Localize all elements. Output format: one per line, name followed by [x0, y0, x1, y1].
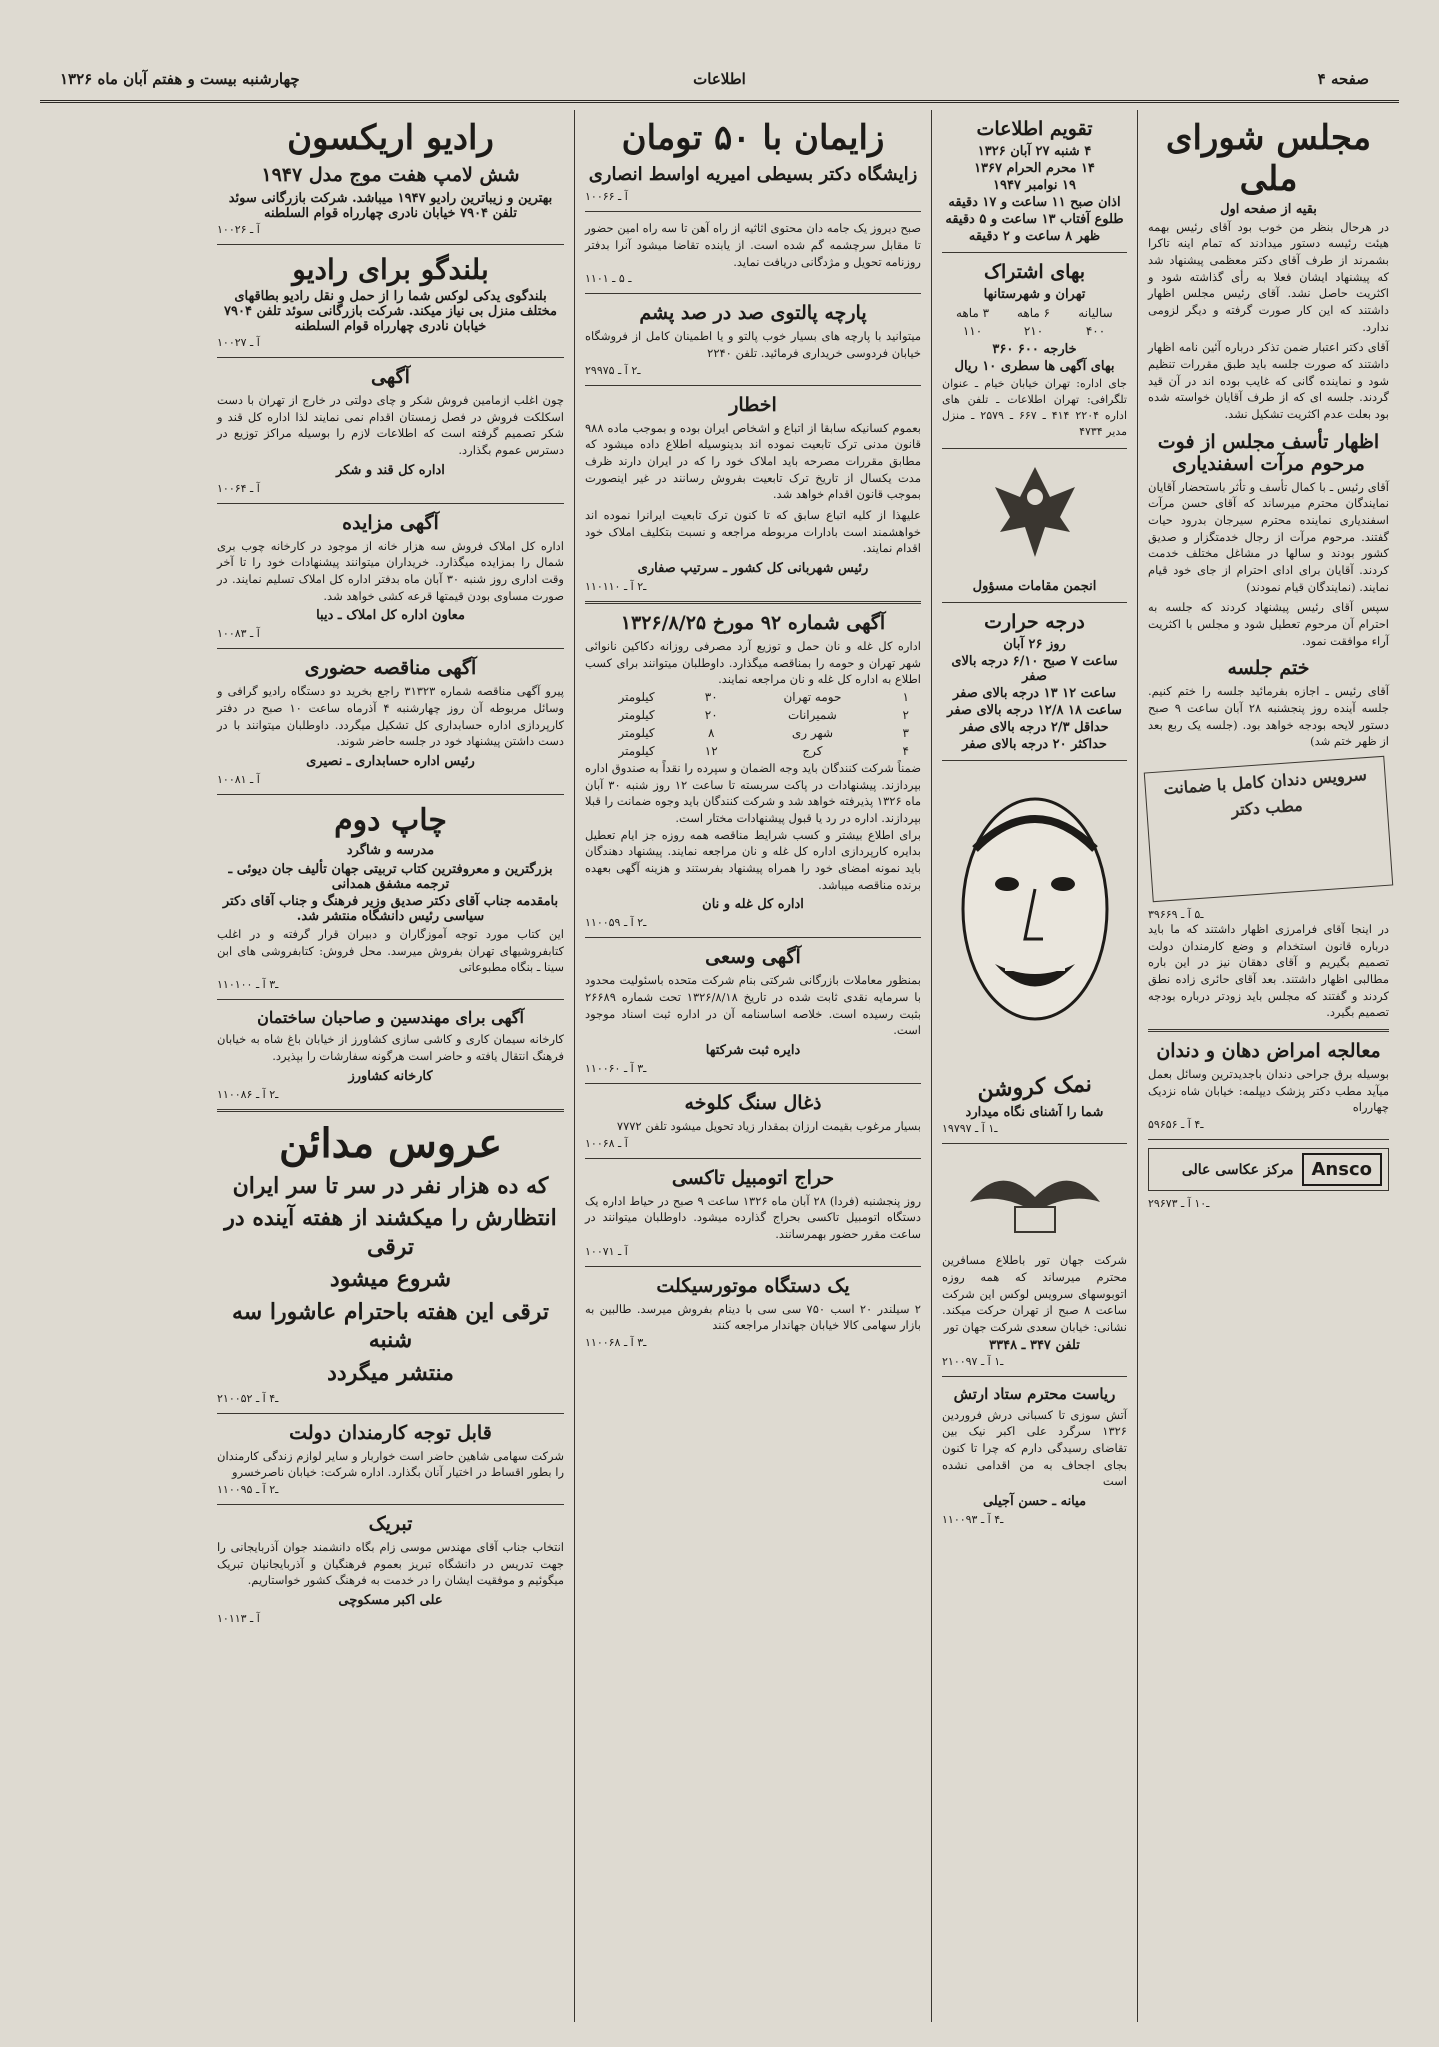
bride-line: شروع میشود	[329, 1266, 452, 1293]
majlis-continued	[1148, 921, 1389, 1021]
notice-paragraph: علیهذا از کلیه اتباع سابق که تا کنون ترک تابعیت ایرانرا نموده اند خواهشمند است بادارات مربوطه مراجعه و نسبت بتکلیف املاک خود اقدام نمایند.	[585, 507, 921, 556]
divider	[1148, 1139, 1389, 1140]
subscription-value-cell: ۱۱۰	[962, 324, 983, 338]
divider	[217, 794, 564, 795]
dental-heading: معالجه امراض دهان و دندان	[1156, 1040, 1381, 1063]
army-signature: میانه ـ حسن آجیلی	[982, 1494, 1087, 1510]
sugar-notice-signature: اداره کل قند و شکر	[336, 462, 445, 478]
divider	[217, 357, 564, 358]
tender-table-cell: ۸	[707, 725, 715, 740]
dental-text: بوسیله برق جراحی دندان باجدیدترین وسائل بعمل میآید مطب دکتر پزشک دیپلمه: خیابان شاه نزدیک چهارراه	[1148, 1067, 1389, 1115]
notice-body	[585, 420, 921, 557]
tender-table-row	[585, 706, 921, 724]
tender-signature: اداره کل غله و نان	[702, 897, 804, 913]
motorcycle-reference: ۱ـ۳ آ ـ ۱۰۰۶۸	[585, 1336, 647, 1350]
bride-line: ترقی این هفته باحترام عاشورا سه شنبه	[231, 1298, 550, 1354]
registration-text: بمنظور معاملات بازرگانی شرکتی بنام شرکت متحده باسئولیت محدود با سرمایه نقدی ثابت شده در تاریخ ۱۳۲۶/۸/۱۸ تحت شماره ۲۶۶۸۹ بثبت رسیده است. خلاصه اساسنامه آن در اداره ثبت اسناد موجود است.	[585, 973, 922, 1038]
tender-table-cell: ۱۲	[704, 743, 718, 758]
handwritten-ad-text: سرویس دندان کامل با ضمانت مطب دکتر	[1162, 765, 1368, 820]
publication-name: اطلاعات	[693, 70, 746, 88]
bride-title: عروس مدائن	[278, 1119, 503, 1167]
column-info	[931, 110, 1137, 2022]
registration-title: آگهی وسعی	[705, 946, 801, 969]
temperature-row: ساعت ۷ صبح ۶/۱۰ درجه بالای صفر	[951, 653, 1118, 684]
tender-table-cell: کیلومتر	[618, 689, 655, 704]
taxi-auction-title: حراج اتومبیل تاکسی	[671, 1166, 835, 1189]
tender-table	[585, 688, 921, 760]
tender-text-3: برای اطلاع بیشتر و کسب شرایط مناقصه همه روزه جز ایام تعطیل بدایره کارپردازی اداره کل غله و نان مراجعه نمایند. پیشنهاد دهندگان باید نمونه امضای خود را همراه پیشنهاد بفرستند و هزینه آگهی بعهده برنده مناقصه میباشد.	[585, 827, 921, 892]
speaker-title: بلندگو برای رادیو	[292, 253, 489, 287]
majlis-paragraph: آقای دکتر اعتبار ضمن تذکر درباره آئین نامه اظهار داشتند که صورت جلسه باید طبق مقررات تنظیم شود و نماینده گانی که غایب بوده اند در آن قید گردند. جلسه ای که از طرف آقایان خواسته شده بود بعلت عدم اکثریت تشکیل نشد.	[1148, 340, 1389, 421]
ad-price: بهای آگهی ها سطری ۱۰ ریال	[954, 359, 1115, 374]
radio-text: بهترین و زیباترین رادیو ۱۹۴۷ میباشد. شرکت بازرگانی سوئد تلفن ۷۹۰۴ خیابان نادری چهارراه قوام السلطنه	[228, 191, 553, 222]
divider	[217, 503, 564, 504]
army-reference: ۱ـ۴ آ ـ ۱۰۰۹۳	[942, 1513, 1004, 1527]
session-end-paragraph: آقای رئیس ـ اجازه بفرمائید جلسه را ختم کنیم. جلسه آینده روز پنجشنبه ۲۸ آبان ساعت ۹ صبح دستور لایحه بودجه خواهد بود. (جلسه یک ربع بعد از ظهر ختم شد)	[1148, 684, 1389, 749]
tender-table-row	[585, 724, 921, 742]
radio-reference: آ ـ ۱۰۰۲۶	[217, 223, 260, 237]
office-address: جای اداره: تهران خیابان خیام ـ عنوان تلگرافی: تهران اطلاعات ـ تلفن های اداره ۲۲۰۴ ۴۱۴ ـ ۶۶۷ ـ ۲۵۷۹ ـ منزل مدیر ۴۷۳۴	[942, 377, 1128, 438]
army-heading: ریاست محترم ستاد ارتش	[953, 1384, 1116, 1403]
temperature-title: درجه حرارت	[984, 610, 1085, 633]
bride-lines	[217, 1172, 564, 1388]
majlis-continued-paragraph: در اینجا آقای فرامرزی اظهار داشتند که ما باید درباره قانون استخدام و وضع کارمندان دولت تصمیم بگیریم و آقای دهقان نیز در این باره مطالبی اظهار داشتند. بعد آقای حائری زاده نطق کردند و گفتند که مجلس باید زودتر درباره بودجه تصمیم بگیرد.	[1148, 922, 1389, 1020]
calendar-row: طلوع آفتاب ۱۳ ساعت و ۵ دقیقه	[945, 212, 1124, 227]
divider	[942, 602, 1127, 603]
book-edition-title: چاپ دوم	[334, 803, 447, 839]
tender2-signature: رئیس اداره حسابداری ـ نصیری	[306, 754, 475, 770]
ansco-logo: Ansco	[1302, 1153, 1383, 1186]
column-ads-left	[207, 110, 574, 2022]
toothpaste-slogan: شما را آشنای نگاه میدارد	[965, 1105, 1104, 1121]
ansco-ad	[1148, 1148, 1389, 1191]
coat-fabric-reference: ۲ـ۲ آ ـ ۹۹۷۵	[585, 363, 641, 377]
tender-table-cell: ۱	[902, 689, 909, 704]
tender-table-cell: ۲۰	[704, 707, 718, 722]
ad-reference: ۱ـ۱ آ ـ ۹۷۹۷	[942, 1122, 998, 1136]
coal-reference: آ ـ ۱۰۰۶۸	[585, 1136, 628, 1150]
bride-line: که ده هزار نفر در سر تا سر ایران	[232, 1172, 549, 1199]
notice-signature: رئیس شهربانی کل کشور ـ سرتیپ صفاری	[637, 560, 869, 576]
notice-reference: ۱ـ۲ آ ـ ۱۰۱۱۰	[585, 579, 647, 593]
tender2-title: آگهی مناقصه حضوری	[304, 657, 477, 680]
tender2-reference: آ ـ ۱۰۰۸۱	[217, 773, 260, 787]
subscription-header-row	[942, 304, 1127, 322]
session-end-text	[1148, 683, 1389, 750]
divider	[942, 1143, 1127, 1144]
tender-reference: ۱ـ۲ آ ـ ۱۰۰۵۹	[585, 916, 647, 930]
column-majlis	[1137, 110, 1399, 2022]
calendar-row: اذان صبح ۱۱ ساعت و ۱۷ دقیقه	[948, 195, 1121, 210]
divider	[942, 448, 1127, 449]
book-reference: ۱ـ۳ آ ـ ۱۰۱۰۰	[217, 978, 279, 992]
tender-text-2: ضمناً شرکت کنندگان باید وجه الضمان و سپرده را نقداً به صندوق اداره بپردازند. پیشنهادات در پاکت سربسته تا ساعت ۱۲ روز شنبه ۳۰ آبان ماه ۱۳۲۶ پذیرفته خواهد شد و شرکت کنندگان باید وجوه ضمانت را قبلا بپردازند. اداره در رد یا قبول پیشنهادات مختار است.	[585, 760, 922, 825]
book-introduction: بامقدمه جناب آقای دکتر صدیق وزیر فرهنگ و جناب آقای دکتر سیاسی رئیس دانشگاه منتشر شد.	[222, 894, 559, 925]
engineers-title: آگهی برای مهندسین و صاحبان ساختمان	[257, 1008, 524, 1028]
condolence-paragraph: آقای رئیس ـ با کمال تأسف و تأثر باستحضار آقایان نمایندگان محترم میرساند که آقای حسن مرآت اسفندیاری نماینده محترم سیرجان بدرود حیات گفتند. مرحوم مرآت از رجال خدمتگزار و صدیق کشور بودند و سالها در مشاغل مختلف خدمت کردند. آقایان برای ادای احترام از جای خود قیام نمایند. (نمایندگان قیام نمودند)	[1148, 479, 1389, 594]
column-ads-center	[574, 110, 931, 2022]
tender-table-cell: حومه تهران	[783, 689, 842, 704]
issue-date: چهارشنبه بیست و هفتم آبان ماه ۱۳۲۶	[60, 70, 300, 88]
divider	[217, 1413, 564, 1414]
auction-title: آگهی مزایده	[342, 511, 439, 534]
coal-text: بسیار مرغوب بقیمت ارزان بمقدار زیاد تحویل میشود تلفن ۷۷۷۲	[616, 1119, 921, 1133]
eagle-logo-icon	[960, 1152, 1110, 1252]
bride-reference: ۲ـ۴ آ ـ ۱۰۰۵۲	[217, 1391, 279, 1405]
motorcycle-text: ۲ سیلندر ۲۰ اسب ۷۵۰ سی سی با دینام بفروش میرسد. طالبین به بازار سهامی کالا خیابان جهاندار مراجعه کنند	[585, 1301, 921, 1333]
divider	[585, 385, 921, 386]
tender-table-cell: کیلومتر	[618, 707, 655, 722]
auction-signature: معاون اداره کل املاک ـ دیبا	[316, 608, 465, 624]
divider	[217, 999, 564, 1000]
radio-title: رادیو اریکسون	[287, 118, 494, 158]
engineers-signature: کارخانه کشاورز	[348, 1068, 433, 1084]
temperature-row: حداکثر ۲۰ درجه بالای صفر	[962, 736, 1107, 752]
ansco-text: مرکز عکاسی عالی	[1181, 1161, 1294, 1178]
temperature-rows	[942, 654, 1127, 752]
subscription-foreign: خارجه ۶۰۰ ۳۶۰	[992, 342, 1077, 357]
divider	[217, 1504, 564, 1505]
bride-line: منتشر میگردد	[327, 1360, 454, 1387]
temperature-row: ساعت ۱۲ ۱۳ درجه بالای صفر	[953, 685, 1116, 701]
toothpaste-brand: نمک کروشن	[976, 1070, 1093, 1103]
staff-title: قابل توجه کارمندان دولت	[289, 1421, 492, 1444]
majlis-subtitle: بقیه از صفحه اول	[1220, 201, 1317, 217]
divider	[585, 293, 921, 294]
tender-table-cell: شهر ری	[791, 725, 834, 740]
subscription-table	[942, 304, 1127, 340]
majlis-paragraph: در هرحال بنظر من خوب بود آقای رئیس بهمه هیئت رئیسه دستور میدادند که تمام اینه تاکرا بشمرند از طرف آقای دکتر معظمی پیشنهاد شد که پیشنهاد ایشان فعلا به رأی گذاشته شود و اکثریت حاصل نشد. آقای رئیس مجلس اظهار داشتند که این کار صورت گرفته و دیگر لزومی ندارد.	[1148, 219, 1389, 334]
calendar-title: تقویم اطلاعات	[976, 118, 1093, 140]
temperature-row: ساعت ۱۸ ۱۲/۸ درجه بالای صفر	[947, 702, 1122, 718]
divider	[585, 601, 921, 604]
divider	[217, 244, 564, 245]
subscription-header-cell: سالیانه	[1078, 306, 1113, 320]
bride-ad	[217, 1120, 564, 1405]
auction-reference: آ ـ ۱۰۰۸۳	[217, 627, 260, 641]
coat-fabric-text: میتوانید با پارچه های بسیار خوب پالتو و یا اطمینان کامل از فروشگاه خیابان فردوسی خریداری فرمائید. تلفن ۲۲۴۰	[585, 329, 921, 360]
speaker-text: بلندگوی یدکی لوکس شما را از حمل و نقل رادیو بطاقهای مختلف منزل بی نیاز میکند. شرکت بازرگانی سوئد تلفن ۷۹۰۴ خیابان نادری چهارراه قوام السلطنه	[224, 289, 557, 335]
auction-text: اداره کل املاک فروش سه هزار خانه از موجود در کارخانه چوب بری شمال را بمزایده میگذارد. خریداران میتوانند پیشنهادات خود را تا آخر وقت اداری روز شنبه ۳۰ آبان ماه بدفتر اداره کل املاک تسلیم نمایند. در صورت مساوی بودن قیمتها قرعه کشی خواهد شد.	[217, 538, 564, 603]
book-text: این کتاب مورد توجه آموزگاران و دبیران قرار گرفته و در اغلب کتابفروشیهای تهران بفروش میرسد. محل فروش: کتابفروشی های ابن سینا ـ بنگاه مطبوعاتی	[217, 927, 564, 975]
congratulations-text: انتخاب جناب آقای مهندس موسی زام بگاه دانشمند جوان آذربایجانی را جهت تدریس در دانشگاه تبریز بعموم فرهنگیان و آذربایجانیان تبریک میگوئیم و موفقیت ایشان را در خدمت به فرهنگ کشور خواستاریم.	[217, 1540, 564, 1588]
divider	[585, 937, 921, 938]
majlis-title: مجلس شورای ملی	[1165, 118, 1372, 199]
tender-table-cell: کیلومتر	[618, 725, 655, 740]
book-description: بزرگترین و معروفترین کتاب تربیتی جهان تألیف جان دیوئی ـ ترجمه مشفق همدانی	[228, 862, 553, 893]
tender-table-cell: ۴	[902, 743, 909, 758]
subscription-subtitle: تهران و شهرستانها	[983, 287, 1086, 302]
coal-title: ذغال سنگ کلوخه	[684, 1092, 822, 1114]
calendar-row: ۱۴ محرم الحرام ۱۳۶۷	[974, 161, 1095, 176]
subscription-title: بهای اشتراک	[983, 261, 1086, 283]
lost-luggage-reference: ۱ـ ۵ ـ ۱۰۱	[585, 272, 632, 286]
motorcycle-title: یک دستگاه موتورسیکلت	[656, 1274, 850, 1297]
speaker-reference: آ ـ ۱۰۰۲۷	[217, 336, 260, 350]
divider	[942, 252, 1127, 253]
midwife-reference: آ ـ ۱۰۰۶۶	[585, 190, 628, 204]
subscription-value-cell: ۲۱۰	[1023, 324, 1044, 338]
calendar-row: ظهر ۸ ساعت و ۲ دقیقه	[968, 229, 1101, 244]
subscription-values-row	[942, 322, 1127, 340]
header-rule	[40, 100, 1399, 103]
eagle-emblem-icon	[980, 457, 1090, 577]
radio-subtitle: شش لامپ هفت موج مدل ۱۹۴۷	[261, 163, 520, 186]
tender-table-cell: ۲	[902, 707, 909, 722]
congratulations-title: تبریک	[368, 1513, 413, 1535]
staff-text: شرکت سهامی شاهین حاضر است خواربار و سایر لوازم زندگی کارمندان را بطور اقساط در اختیار آنان بگذارد. اداره شرکت: خیابان ناصرخسرو	[217, 1448, 564, 1480]
smiling-man-illustration	[945, 769, 1125, 1069]
divider	[585, 1083, 921, 1084]
tender-table-row	[585, 742, 921, 760]
tender2-text: پیرو آگهی مناقصه شماره ۳۱۳۲۳ راجع بخرید دو دستگاه رادیو گرافی و وسائل مربوطه آن روز چهارشنبه ۴ آذرماه ساعت ۱۰ صبح در دفتر کارپردازی اداره حسابداری کل تشکیل میگردد. داوطلبان میتوانند با در دست داشتن پیشنهاد خود در جلسه حاضر شوند.	[217, 684, 565, 749]
subscription-header-cell: ۶ ماهه	[1016, 306, 1051, 320]
taxi-auction-reference: آ ـ ۱۰۰۷۱	[585, 1244, 628, 1258]
tender-table-cell: شمیرانات	[787, 707, 837, 722]
congratulations-reference: آ ـ ۱۰۱۱۳	[217, 1612, 260, 1626]
subscription-value-cell: ۴۰۰	[1085, 324, 1106, 338]
bus-phone: تلفن ۳۴۷ ـ ۳۳۴۸	[989, 1337, 1080, 1353]
tender-table-row	[585, 688, 921, 706]
divider	[217, 648, 564, 649]
handwritten-ad	[1144, 756, 1393, 902]
staff-reference: ۱ـ۲ آ ـ ۱۰۰۹۵	[217, 1483, 279, 1496]
bus-text: شرکت جهان تور باطلاع مسافرین محترم میرساند که همه روزه اتوبوسهای سرویس لوکس این شرکت ساعت ۸ صبح از تهران حرکت میکند. نشانی: خیابان سعدی شرکت جهان تور	[942, 1253, 1127, 1335]
bus-reference: ۲ـ۱ آ ـ ۱۰۰۹۷	[942, 1354, 1004, 1368]
page-number: صفحه ۴	[1317, 70, 1369, 88]
engineers-text: کارخانه سیمان کاری و کاشی سازی کشاورز از خیابان باغ شاه به خیابان فرهنگ انتقال یافته و حاضر است هرگونه سفارشات را بپذیرد.	[217, 1032, 564, 1063]
condolence-heading: اظهار تأسف مجلس از فوت مرحوم مرآت اسفندیاری	[1157, 430, 1380, 475]
tender-table-cell: کرج	[802, 743, 823, 758]
registration-signature: دایره ثبت شرکتها	[705, 1043, 801, 1058]
book-name: مدرسه و شاگرد	[346, 843, 435, 859]
divider	[942, 760, 1127, 761]
midwife-title: زایمان با ۵۰ تومان	[621, 118, 885, 158]
calendar-row: ۱۹ نوامبر ۱۹۴۷	[993, 178, 1076, 193]
condolence-paragraph: سپس آقای رئیس پیشنهاد کردند که جلسه به احترام آن مرحوم تعطیل شود و مجلس با اکثریت آراء موافقت نمود.	[1148, 600, 1389, 648]
bride-line: انتظارش را میکشند از هفته آینده در ترقی	[224, 1205, 557, 1260]
divider	[1148, 1029, 1389, 1032]
tender-text: اداره کل غله و نان حمل و توزیع آرد مصرفی روزانه دکاکین نانوائی شهر تهران و حومه را بمناقصه میگذارد. داوطلبان میتوانند برای کسب اطلاع به اداره کل غله و نان مراجعه نمایند.	[585, 638, 921, 687]
ad-reference: ۳ـ۵ آ ـ ۹۶۶۹	[1148, 908, 1204, 922]
session-end-heading: ختم جلسه	[1227, 657, 1310, 680]
coat-fabric-title: پارچه پالتوی صد در صد پشم	[639, 302, 867, 325]
calendar-rows	[942, 144, 1127, 244]
sugar-notice-text: چون اغلب ازمامین فروش شکر و چای دولتی در خارج از تهران با دست اسکلکت فروش در فصل زمستان اقدام نمی نمایند لذا اداره کل قند و شکر تصمیم گرفته است که اطلاعات لازم را بوسیله مراکز توزیع در دسترس عموم بگذارد.	[217, 393, 564, 458]
army-text: آتش سوزی تا کسبانی درش فروردین ۱۳۲۶ سرگرد علی اکبر نیک بین تقاضای رسیدگی دارم که چرا تا کنون بجای اجحاف به من اقدامی نشده است	[942, 1407, 1127, 1489]
tender-table-cell: ۳	[902, 725, 909, 740]
temperature-subtitle: روز ۲۶ آبان	[1003, 636, 1066, 652]
sugar-notice-reference: آ ـ ۱۰۰۶۴	[217, 481, 260, 495]
divider	[585, 211, 921, 212]
tender-table-cell: ۳۰	[704, 689, 718, 704]
dental-reference: ۵ـ۴ آ ـ ۹۶۵۶	[1148, 1118, 1204, 1132]
subscription-header-cell: ۳ ماهه	[955, 306, 990, 320]
divider	[585, 1266, 921, 1267]
majlis-article	[1148, 219, 1389, 423]
lost-luggage-text: صبح دیروز یک جامه دان محتوی اثاثیه از راه آهن تا سه راه امین حضور تا مقابل سرچشمه گم شده است. از یابنده تقاضا میشود آنرا بدفتر روزنامه تحویل و مژدگانی دریافت نماید.	[585, 221, 921, 269]
divider	[585, 1158, 921, 1159]
emblem-caption: انجمن مقامات مسؤول	[972, 578, 1097, 594]
temperature-row: حداقل ۲/۳ درجه بالای صفر	[960, 719, 1109, 735]
engineers-reference: ۱ـ۲ آ ـ ۱۰۰۸۶	[217, 1087, 279, 1101]
tender-table-cell: کیلومتر	[618, 743, 655, 758]
congratulations-signature: علی اکبر مسکوچی	[338, 1593, 443, 1609]
page-header	[40, 62, 1399, 98]
divider	[217, 1109, 564, 1112]
notice-paragraph: بعموم کسانیکه سابقا از اتباع و اشخاص ایران بوده و بموجب ماده ۹۸۸ قانون مدنی ترک تابعیت نموده اند بدینوسیله اطلاع داده میشود که مطابق مقررات مصرحه باید املاک خود را که در ایران دارند ظرف مدت یکسال از تاریخ ترک تابعیت بفروش رسانند در غیر اینصورت بموجب قانون اقدام خواهد شد.	[585, 420, 921, 502]
calendar-row: ۴ شنبه ۲۷ آبان ۱۳۲۶	[977, 144, 1092, 159]
tender-title: آگهی شماره ۹۲ مورخ ۱۳۲۶/۸/۲۵	[620, 611, 886, 634]
divider	[942, 1376, 1127, 1377]
taxi-auction-text: روز پنجشنبه (فردا) ۲۸ آبان ماه ۱۳۲۶ ساعت ۹ صبح در حیاط اداره یک دستگاه اتومبیل تاکسی بحراج گذارده میشود. داوطلبان میتوانند در ساعت مقرر حضور بهمرسانند.	[585, 1193, 921, 1242]
sugar-notice-title: آگهی	[371, 366, 410, 389]
notice-title: اخطار	[729, 393, 777, 416]
ansco-reference: ۲ـ۱۰ آ ـ ۹۶۷۳	[1148, 1197, 1210, 1211]
registration-reference: ۱ـ۳ آ ـ ۱۰۰۶۰	[585, 1062, 647, 1075]
condolence-article	[1148, 479, 1389, 650]
midwife-subtitle: زایشگاه دکتر بسیطی امیریه اواسط انصاری	[588, 163, 918, 185]
